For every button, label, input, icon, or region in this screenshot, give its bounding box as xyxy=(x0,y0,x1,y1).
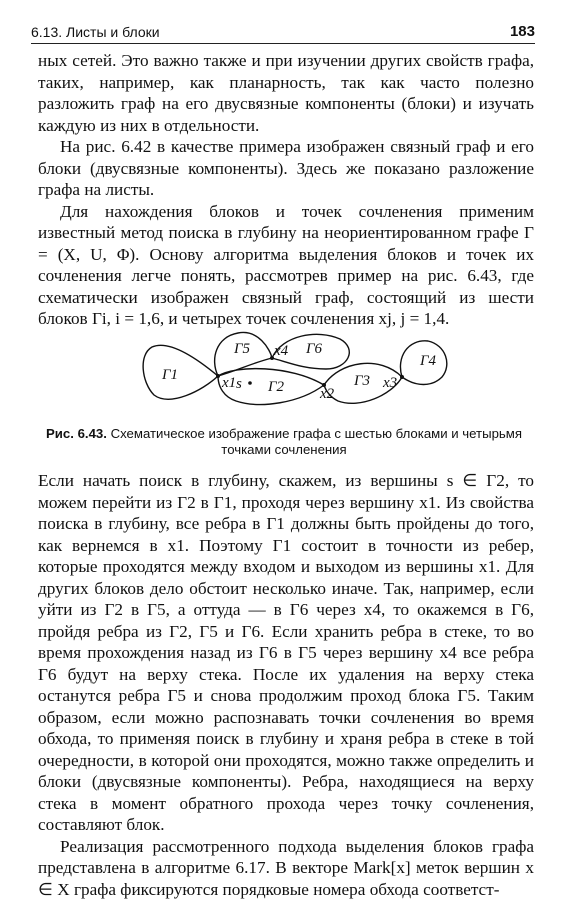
text-block-top xyxy=(38,50,534,330)
label-g6: Γ6 xyxy=(306,341,323,357)
paragraph: Для нахождения блоков и точек сочленения применим известный метод поиска в глубину на неориентированном графе Γ = (X, U, Φ). Основу алгоритма выделения блоков и точек их сочленения легче понять, рассмотрев пример на рис. 6.43, где схематически изображен связный граф, состоящий из шести блоков Γi, i = 1,6, и четырех точек сочленения xj, j = 1,4. xyxy=(38,201,534,328)
block-g1-shape xyxy=(143,345,218,399)
caption-label: Рис. 6.43. xyxy=(46,426,107,441)
figure-caption xyxy=(40,426,528,458)
paragraph: Если начать поиск в глубину, скажем, из вершины s ∈ Γ2, то можем перейти из Γ2 в Γ1, проходя через вершину x1. Из свойства поиска в глубину, все ребра в Γ1 должны быть пройдены до того, как вернемся в x1. Поэтому Γ1 состоит в точности из ребер, которые проходятся между входом и выходом из вершины x1. Для других блоков дело обстоит несколько иначе. Так, например, если уйти из Γ2 в Γ5, а оттуда — в Γ6 через x4, то окажемся в Γ6, пройдя ребра из Γ2, Γ5 и Γ6. Если хранить ребра в стеке, то во время прохождения назад из Γ6 в Γ5 через вершину x4 все ребра Γ6 будут на верху стека. После их удаления на верху стека останутся ребра Γ5 и снова продолжим проход блока Γ5. Таким образом, если можно распознавать точки сочленения во время обхода, то применяя поиск в глубину и храня ребра в стеке в той очередности, в которой они проходятся, можно также определить и блоки (двусвязные компоненты). Ребра, находящиеся на верху стека в момент обратного прохода через точку сочленения, составляют блок. xyxy=(38,471,534,834)
label-x3: x3 xyxy=(383,375,398,391)
label-g4: Γ4 xyxy=(420,353,437,369)
vertex-x1 xyxy=(216,374,220,378)
label-x4: x4 xyxy=(274,343,289,359)
paragraph: ных сетей. Это важно также и при изучении других свойств графа, таких, например, как планарность, так как часто полезно разложить граф на его двусвязные компоненты (блоки) и изучать каждую из них в отдельности. xyxy=(38,51,534,135)
caption-text: Схематическое изображение графа с шестью блоками и четырьмя точками сочленения xyxy=(110,426,522,457)
label-g3: Γ3 xyxy=(354,373,371,389)
figure-block-graph xyxy=(140,325,450,425)
text-block-bottom xyxy=(38,470,534,900)
vertex-s xyxy=(248,381,252,385)
label-g5: Γ5 xyxy=(234,341,251,357)
page-number: 183 xyxy=(509,23,535,40)
label-x2: x2 xyxy=(320,386,335,402)
section-title: 6.13. Листы и блоки xyxy=(31,24,160,40)
label-x1: x1 xyxy=(222,375,237,391)
paragraph: Реализация рассмотренного подхода выделения блоков графа представлена в алгоритме 6.17. В векторе Mark[x] меток вершин x ∈ X графа фиксируются порядковые номера обхода соответст- xyxy=(38,836,534,899)
label-g1: Γ1 xyxy=(162,367,179,383)
label-s: s xyxy=(236,376,242,392)
vertex-x3 xyxy=(400,375,404,379)
block-graph-diagram xyxy=(140,325,450,425)
paragraph: На рис. 6.42 в качестве примера изображен связный граф и его блоки (двусвязные компоненты). Здесь же показано разложение графа на листы. xyxy=(38,137,534,199)
running-head xyxy=(31,21,535,44)
label-g2: Γ2 xyxy=(268,379,285,395)
